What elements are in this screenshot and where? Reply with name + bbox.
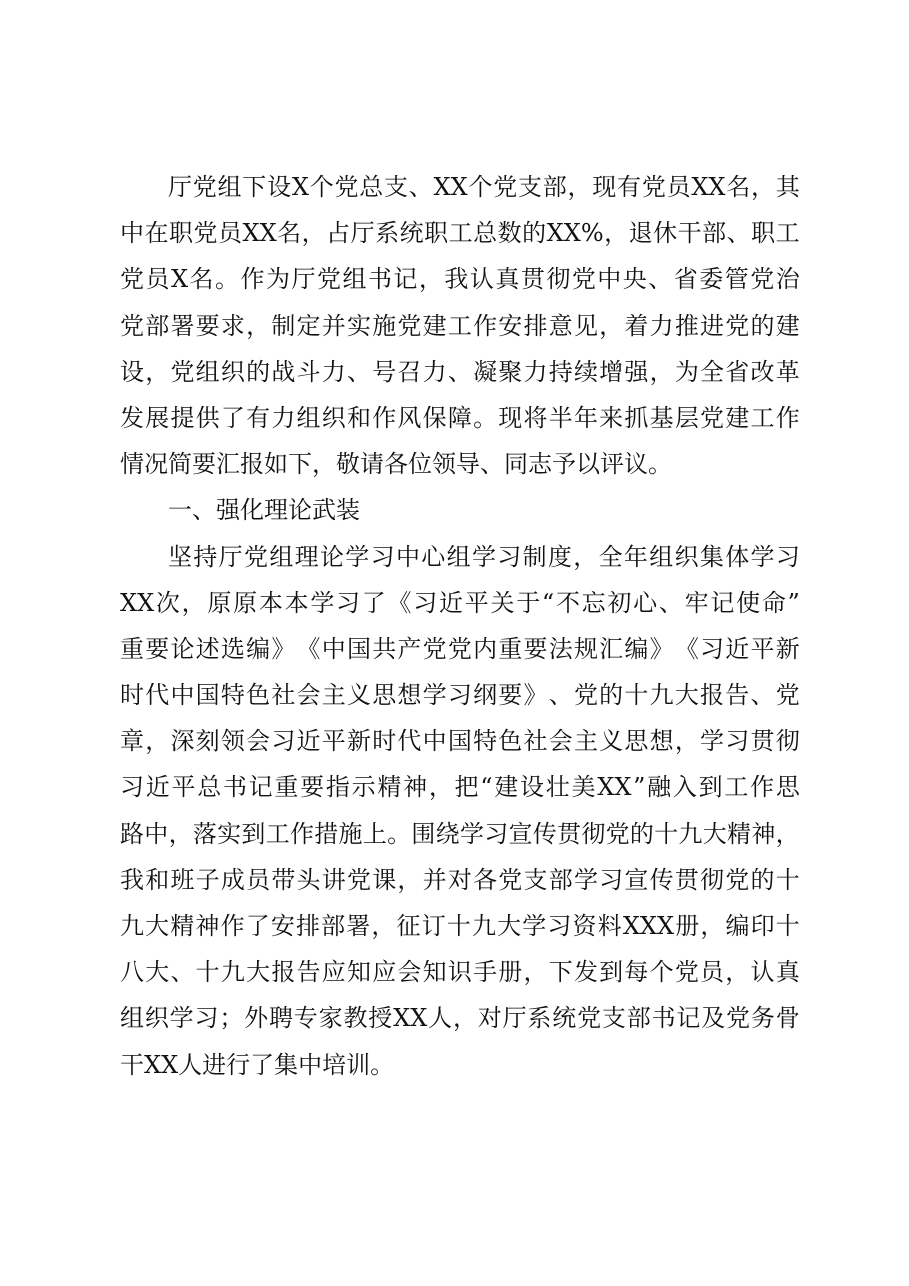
- paragraph-2-line: 八 大 、 十 九 大 报 告 应 知 应 会 知 识 手 册 ， 下 发 到 每 个 党 员 ， 认 真: [120, 958, 800, 987]
- paragraph-1-line: 发 展 提 供 了 有 力 组 织 和 作 风 保 障 。 现 将 半 年 来 抓 基 层 党 建 工 作: [120, 403, 800, 432]
- paragraph-1-line: 中 在 职 党 员 XX 名 ， 占 厅 系 统 职 工 总 数 的 XX% ， 退 休 干 部 、 职 工: [120, 219, 800, 248]
- paragraph-2-line: 组 织 学 习 ； 外 聘 专 家 教 授 XX 人 ， 对 厅 系 统 党 支 部 书 记 及 党 务 骨: [120, 1004, 800, 1033]
- paragraph-2-line: 干XX人进行了集中培训。: [120, 1050, 395, 1079]
- paragraph-2-line: 我 和 班 子 成 员 带 头 讲 党 课 ， 并 对 各 党 支 部 学 习 宣 传 贯 彻 党 的 十: [120, 865, 800, 894]
- paragraph-1-line: 情况简要汇报如下，敬请各位领导、同志予以评议。: [120, 450, 672, 479]
- document-body: [120, 164, 800, 1088]
- paragraph-1-line: 设 ， 党 组 织 的 战 斗 力 、 号 召 力 、 凝 聚 力 持 续 增 强 ， 为 全 省 改 革: [120, 357, 800, 386]
- paragraph-2-line: XX 次 ， 原 原 本 本 学 习 了 《 习 近 平 关 于 “ 不 忘 初 心 、 牢 记 使 命 ”: [120, 588, 800, 617]
- paragraph-2-line: 路 中 ， 落 实 到 工 作 措 施 上 。 围 绕 学 习 宣 传 贯 彻 党 的 十 九 大 精 神 ，: [120, 819, 800, 848]
- paragraph-2-line: 时 代 中 国 特 色 社 会 主 义 思 想 学 习 纲 要 》 、 党 的 十 九 大 报 告 、 党: [120, 681, 800, 710]
- section-heading: 一、强化理论武装: [168, 496, 360, 525]
- paragraph-2-line: 习 近 平 总 书 记 重 要 指 示 精 神 ， 把 “ 建 设 壮 美 XX ” 融 入 到 工 作 思: [120, 773, 800, 802]
- paragraph-1-line: 厅 党 组 下 设 X 个 党 总 支 、 XX 个 党 支 部 ， 现 有 党 员 XX 名 ， 其: [168, 173, 800, 201]
- paragraph-1-line: 党 部 署 要 求 ， 制 定 并 实 施 党 建 工 作 安 排 意 见 ， 着 力 推 进 党 的 建: [120, 311, 800, 340]
- paragraph-2-line: 章 ， 深 刻 领 会 习 近 平 新 时 代 中 国 特 色 社 会 主 义 思 想 ， 学 习 贯 彻: [120, 727, 800, 756]
- paragraph-2-line: 坚 持 厅 党 组 理 论 学 习 中 心 组 学 习 制 度 ， 全 年 组 织 集 体 学 习: [168, 542, 800, 571]
- paragraph-2-line: 九 大 精 神 作 了 安 排 部 署 ， 征 订 十 九 大 学 习 资 料 XXX 册 ， 编 印 十: [120, 912, 800, 940]
- paragraph-2-line: 重 要 论 述 选 编 》 《 中 国 共 产 党 党 内 重 要 法 规 汇 编 》 《 习 近 平 新: [120, 634, 800, 663]
- paragraph-1-line: 党 员 X 名 。 作 为 厅 党 组 书 记 ， 我 认 真 贯 彻 党 中 央 、 省 委 管 党 治: [120, 265, 800, 294]
